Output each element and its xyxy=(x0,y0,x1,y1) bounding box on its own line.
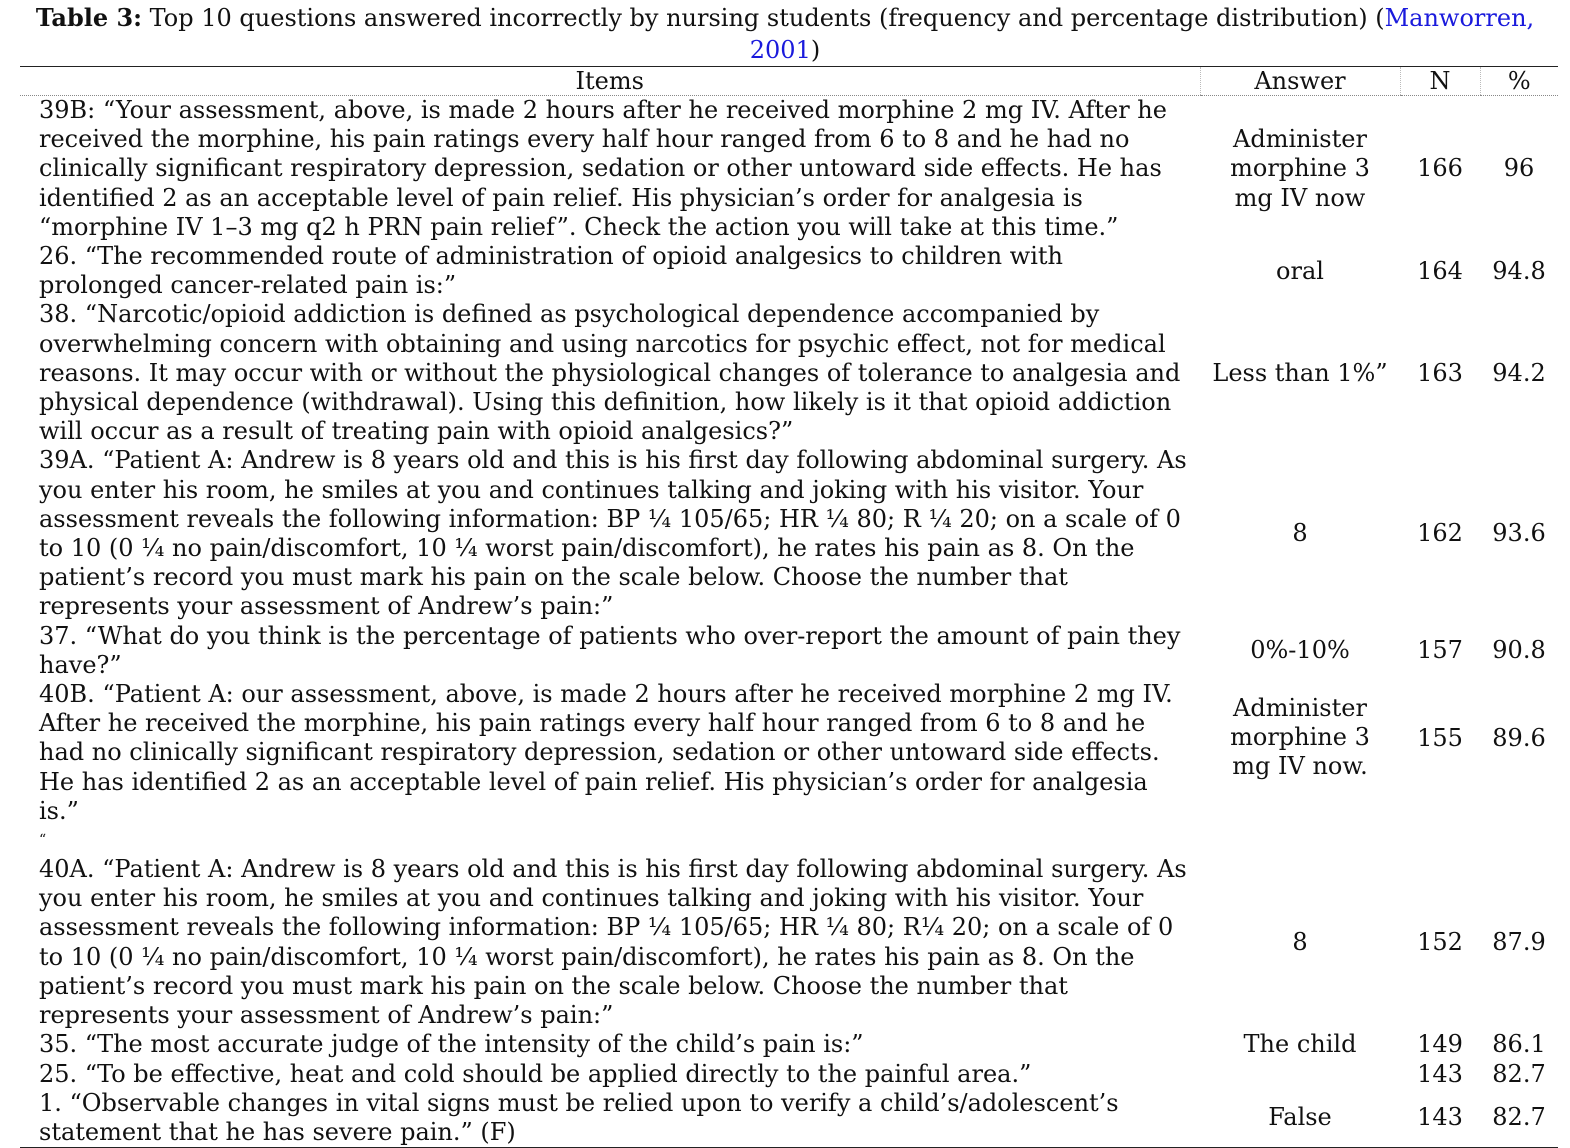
count-cell: 162 xyxy=(1417,519,1463,548)
count-cell: 166 xyxy=(1417,154,1463,183)
count-cell: 157 xyxy=(1417,636,1463,665)
count-cell: 143 xyxy=(1417,1059,1463,1088)
count-cell: 143 xyxy=(1400,1089,1480,1148)
answer-text: Administer morphine 3 mg IV now xyxy=(1230,125,1370,212)
table-row xyxy=(20,622,1558,680)
percent-cell: 96 xyxy=(1503,154,1535,183)
item-text: 39B: “Your assessment, above, is made 2 hours after he received morphine 2 mg IV. After he received the morphine, his pain ratings every half hour ranged from 6 to 8 and he had no clinically significant respiratory depression, sedation or other untoward side effects. He has identified 2 as an acceptable level of pain relief. His physician’s order for analgesia is “morphine IV 1–3 mg q2 h PRN pain relief”. Check the action you will take at this time.” xyxy=(39,96,1167,241)
caption-close: ) xyxy=(810,36,821,64)
percent-cell: 93.6 xyxy=(1492,519,1546,548)
item-text: 25. “To be effective, heat and cold should be applied directly to the painful area.” xyxy=(39,1059,1032,1088)
count-cell: 163 xyxy=(1417,358,1463,387)
percent-cell: 90.8 xyxy=(1492,636,1546,665)
answer-text: oral xyxy=(1276,256,1324,285)
item-text: 38. “Narcotic/opioid addiction is defined as psychological dependence accompanied by overwhelming concern with obtaining and using narcotics for psychic effect, not for medical reasons. It may occur with or without the physiological changes of tolerance to analgesia and physical dependence (withdrawal). Using this definition, how likely is it that opioid addiction will occur as a result of treating pain with opioid analgesics?” xyxy=(39,300,1181,446)
table-row xyxy=(20,446,1558,621)
table-row xyxy=(20,1089,1558,1148)
header-n: N xyxy=(1400,67,1480,96)
table-row xyxy=(20,855,1558,1030)
percent-cell: 82.7 xyxy=(1480,1089,1558,1148)
item-text: 35. “The most accurate judge of the intensity of the child’s pain is:” xyxy=(39,1030,864,1059)
table-row xyxy=(20,680,1558,855)
citation-link[interactable]: Manworren, 2001 xyxy=(749,4,1535,64)
percent-cell: 86.1 xyxy=(1492,1030,1546,1059)
table-row xyxy=(20,1030,1558,1059)
item-text: 40A. “Patient A: Andrew is 8 years old and this is his first day following abdominal surgery. As you enter his room, he smiles at you and continues talking and joking with his visitor. Your assessment reveals the following information: BP ¼ 105/65; HR ¼ 80; R¼ 20; on a scale of 0 to 10 (0 ¼ no pain/discomfort, 10 ¼ worst pain/discomfort), he rates his pain as 8. On the patient’s record you must mark his pain on the scale below. Choose the number that represents your assessment of Andrew’s pain:” xyxy=(39,855,1187,1030)
table-row xyxy=(20,300,1558,446)
results-table xyxy=(20,66,1558,1148)
percent-cell: 94.2 xyxy=(1492,358,1546,387)
percent-cell: 89.6 xyxy=(1492,724,1546,753)
table-row xyxy=(20,1060,1558,1089)
stray-quote-mark: “ xyxy=(39,832,47,849)
percent-cell: 94.8 xyxy=(1492,256,1546,285)
item-text: 26. “The recommended route of administration of opioid analgesics to children with prolonged cancer-related pain is:” xyxy=(39,242,1063,300)
header-percent: % xyxy=(1480,67,1558,96)
item-text: 1. “Observable changes in vital signs must be relied upon to verify a child’s/adolescent’s statement that he has severe pain.” (F) xyxy=(20,1089,1200,1148)
table-row xyxy=(20,96,1558,243)
answer-text: 8 xyxy=(1292,519,1308,548)
item-text: 40B. “Patient A: our assessment, above, is made 2 hours after he received morphine 2 mg IV. After he received the morphine, his pain ratings every half hour ranged from 6 to 8 and he had no clinically significant respiratory depression, sedation or other untoward side effects. He has identified 2 as an acceptable level of pain relief. His physician’s order for analgesia is.” xyxy=(39,680,1173,825)
percent-cell: 82.7 xyxy=(1492,1059,1546,1088)
count-cell: 164 xyxy=(1417,256,1463,285)
answer-text: Less than 1%” xyxy=(1212,358,1388,387)
answer-text: 0%-10% xyxy=(1250,636,1350,665)
header-row xyxy=(20,67,1558,96)
answer-text: Administer morphine 3 mg IV now. xyxy=(1230,694,1370,781)
answer-text: 8 xyxy=(1292,928,1308,957)
item-text: 37. “What do you think is the percentage of patients who over-report the amount of pain they have?” xyxy=(39,621,1181,679)
percent-cell: 87.9 xyxy=(1492,928,1546,957)
count-cell: 152 xyxy=(1417,928,1463,957)
header-items: Items xyxy=(20,67,1200,96)
answer-text: False xyxy=(1268,1103,1332,1132)
answer-text: The child xyxy=(1243,1030,1357,1059)
item-text: 39A. “Patient A: Andrew is 8 years old and this is his first day following abdominal surgery. As you enter his room, he smiles at you and continues talking and joking with his visitor. Your assessment reveals the following information: BP ¼ 105/65; HR ¼ 80; R ¼ 20; on a scale of 0 to 10 (0 ¼ no pain/discomfort, 10 ¼ worst pain/discomfort), he rates his pain as 8. On the patient’s record you must mark his pain on the scale below. Choose the number that represents your assessment of Andrew’s pain:” xyxy=(39,446,1187,621)
count-cell: 155 xyxy=(1417,724,1463,753)
caption-text: Top 10 questions answered incorrectly by nursing students (frequency and percentage distribution) ( xyxy=(142,4,1385,32)
count-cell: 149 xyxy=(1417,1030,1463,1059)
caption-label: Table 3: xyxy=(35,3,143,32)
header-answer: Answer xyxy=(1200,67,1400,96)
table-caption xyxy=(20,2,1550,66)
table-row xyxy=(20,242,1558,300)
